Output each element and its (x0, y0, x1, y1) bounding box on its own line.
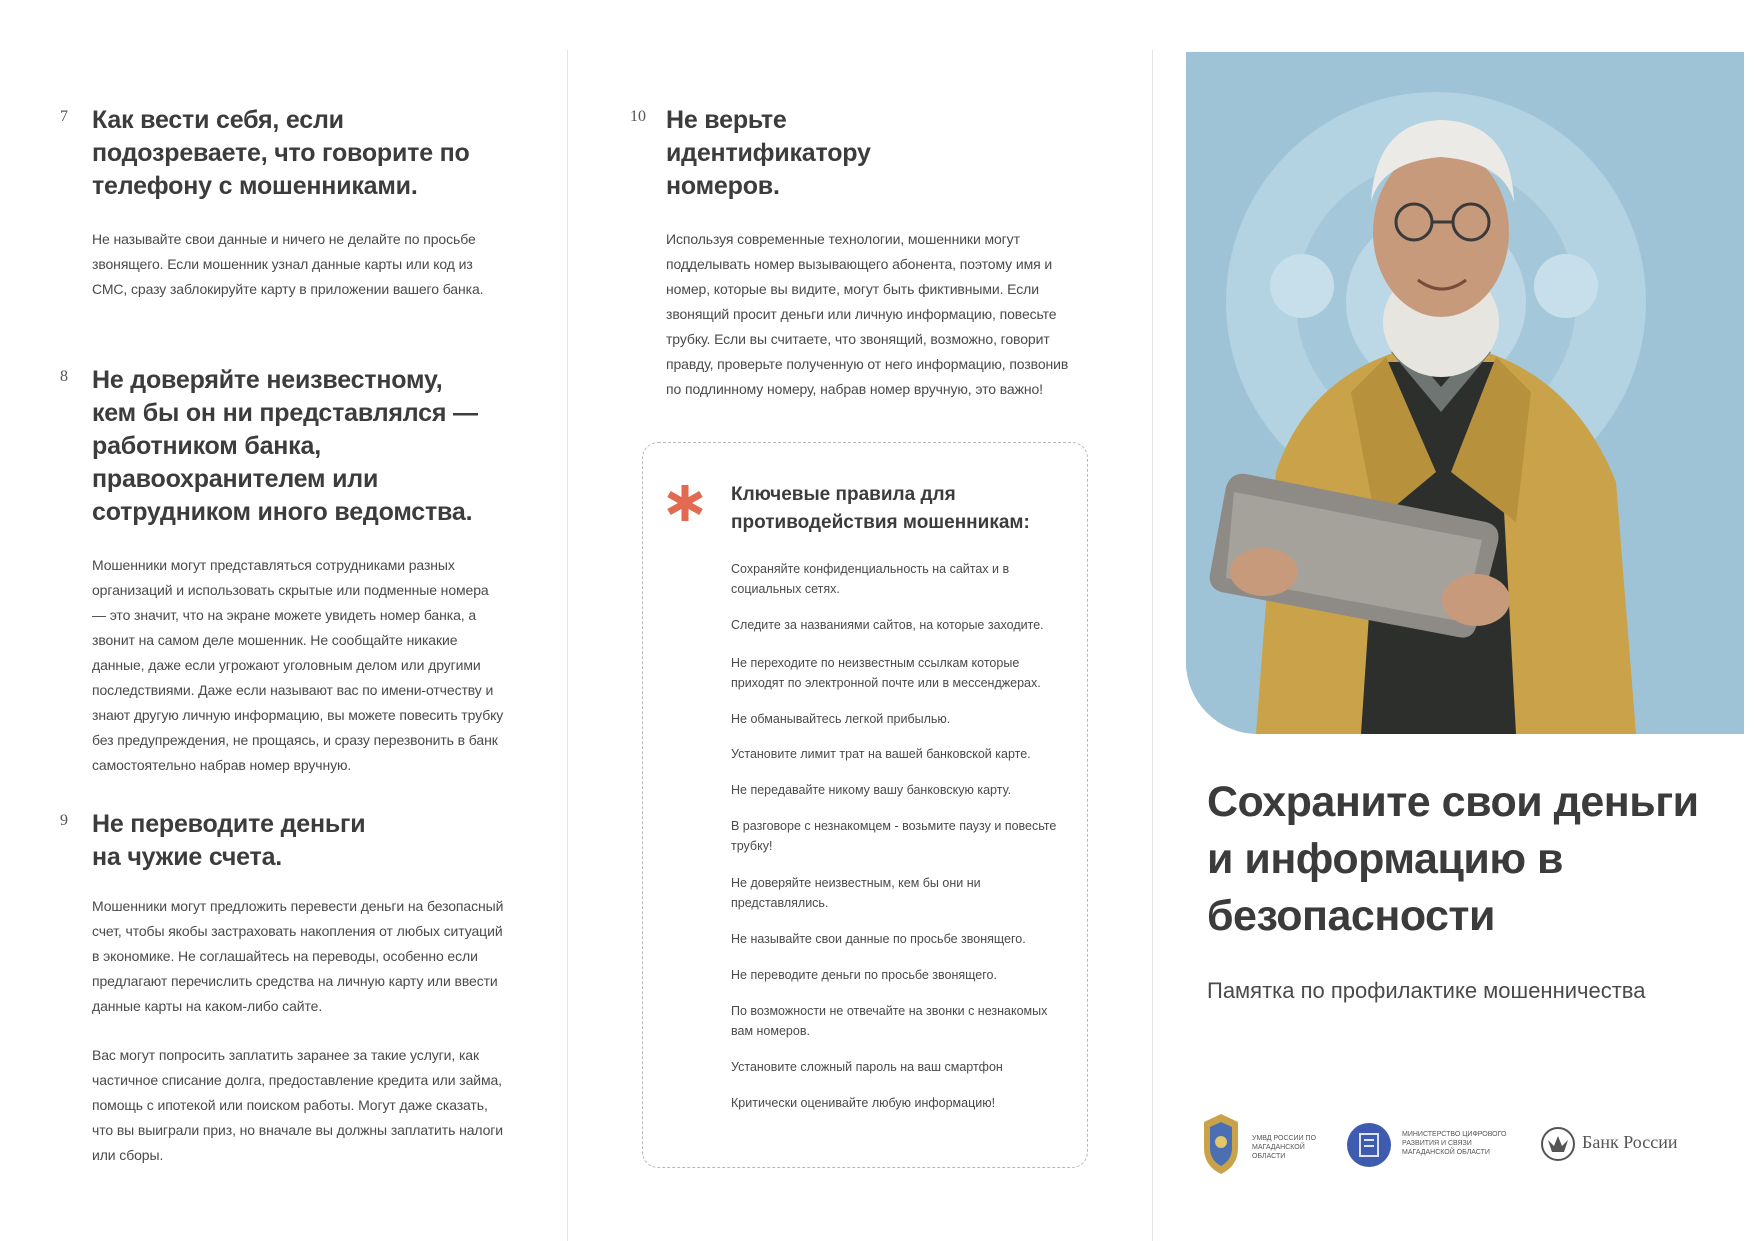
rule-item: Критически оценивайте любую информацию! (731, 1096, 996, 1110)
item-text: Мошенники могут предложить перевести деньги на безопасный счет, чтобы якобы застраховать накопления от любых ситуаций в экономике. Не соглашайтесь на переводы, особенно если предлагают перечислить средства на личную карту или ввести данные карты на каком-либо сайте. (92, 898, 504, 1014)
item-heading: Не верьте идентификатору номеров. (666, 106, 871, 200)
rule-item: Сохраняйте конфиденциальность на сайтах и в социальных сетях. (731, 562, 1010, 596)
photo-illustration (1186, 52, 1744, 734)
brochure-title: Сохраните свои деньги и информацию в безопасности (1207, 778, 1699, 940)
rule-item: Установите лимит трат на вашей банковской карте. (731, 747, 1031, 761)
elderly-man-with-laptop-photo (1186, 52, 1744, 734)
item-text: Не называйте свои данные и ничего не делайте по просьбе звонящего. Если мошенник узнал данные карты или код из СМС, сразу заблокируйте карту в приложении вашего банка. (92, 231, 484, 297)
item-9 (60, 808, 522, 1168)
left-panel (0, 0, 567, 1241)
umvd-emblem-icon (1200, 1112, 1242, 1176)
asterisk-icon (665, 483, 705, 523)
rule-item: Не называйте свои данные по просьбе звонящего. (731, 932, 1026, 946)
umvd-logo-text: УМВД РОССИИ ПО МАГАДАНСКОЙ ОБЛАСТИ (1252, 1135, 1317, 1160)
bank-logo-text: Банк России (1582, 1132, 1678, 1152)
rules-list (731, 559, 1071, 1113)
rules-box (642, 442, 1088, 1168)
logos-row (1200, 1112, 1740, 1188)
item-heading: Не доверяйте неизвестному, кем бы он ни представлялся — работником банка, правоохранителем или сотрудником иного ведомства. (92, 366, 478, 526)
fold-line-right (1152, 50, 1153, 1241)
brochure-subtitle: Памятка по профилактике мошенничества (1207, 978, 1646, 1003)
item-8 (60, 364, 512, 778)
rule-item: Не обманывайтесь легкой прибылью. (731, 712, 951, 726)
rules-title: Ключевые правила для противодействия мошенникам: (731, 484, 1030, 533)
rule-item: Следите за названиями сайтов, на которые заходите. (731, 618, 1044, 632)
rule-item: Не переходите по неизвестным ссылкам которые приходят по электронной почте или в мессенджерах. (731, 656, 1041, 690)
ministry-logo-text: МИНИСТЕРСТВО ЦИФРОВОГО РАЗВИТИЯ И СВЯЗИ МАГАДАНСКОЙ ОБЛАСТИ (1402, 1131, 1507, 1156)
rule-item: Установите сложный пароль на ваш смартфон (731, 1060, 1003, 1074)
item-10 (630, 104, 1086, 402)
item-text-2: Вас могут попросить заплатить заранее за такие услуги, как частичное списание долга, предоставление кредита или займа, помощь с ипотекой или поиском работы. Могут даже сказать, что вы выиграли приз, но вначале вы должны заплатить налоги или сборы. (92, 1047, 504, 1163)
ministry-emblem-icon (1346, 1122, 1392, 1168)
item-number: 7 (60, 108, 68, 125)
item-text: Используя современные технологии, мошенники могут подделывать номер вызывающего абонента, поэтому имя и номер, которые вы видите, могут быть фиктивными. Если звонящий просит деньги или личную информацию, повесьте трубку. Если вы считаете, что звонящий, возможно, говорит правду, проверьте полученную от него информацию, позвонив по подлинному номеру, набрав номер вручную, это важно! (666, 231, 1069, 397)
item-number: 10 (630, 108, 646, 125)
item-7 (60, 104, 512, 302)
bank-eagle-icon (1540, 1126, 1576, 1162)
rule-item: Не передавайте никому вашу банковскую карту. (731, 783, 1012, 797)
rule-item: Не переводите деньги по просьбе звонящего. (731, 968, 997, 982)
item-heading: Не переводите деньги на чужие счета. (92, 810, 366, 871)
item-heading: Как вести себя, если подозреваете, что говорите по телефону с мошенниками. (92, 106, 470, 200)
item-number: 9 (60, 812, 68, 829)
rule-item: По возможности не отвечайте на звонки с незнакомых вам номеров. (731, 1004, 1048, 1038)
rule-item: В разговоре с незнакомцем - возьмите паузу и повесьте трубку! (731, 819, 1057, 853)
item-text: Мошенники могут представляться сотрудниками разных организаций и использовать скрытые или подменные номера — это значит, что на экране можете увидеть номер банка, а звонит на самом деле мошенник. Не сообщайте никакие данные, даже если угрожают уголовным делом или другими последствиями. Даже если называют вас по имени-отчеству и знают другую личную информацию, вы можете повесить трубку без предупреждения, не прощаясь, и сразу перезвонить в банк самостоятельно набрав номер вручную. (92, 557, 504, 773)
rule-item: Не доверяйте неизвестным, кем бы они ни представлялись. (731, 876, 981, 910)
item-number: 8 (60, 368, 68, 385)
